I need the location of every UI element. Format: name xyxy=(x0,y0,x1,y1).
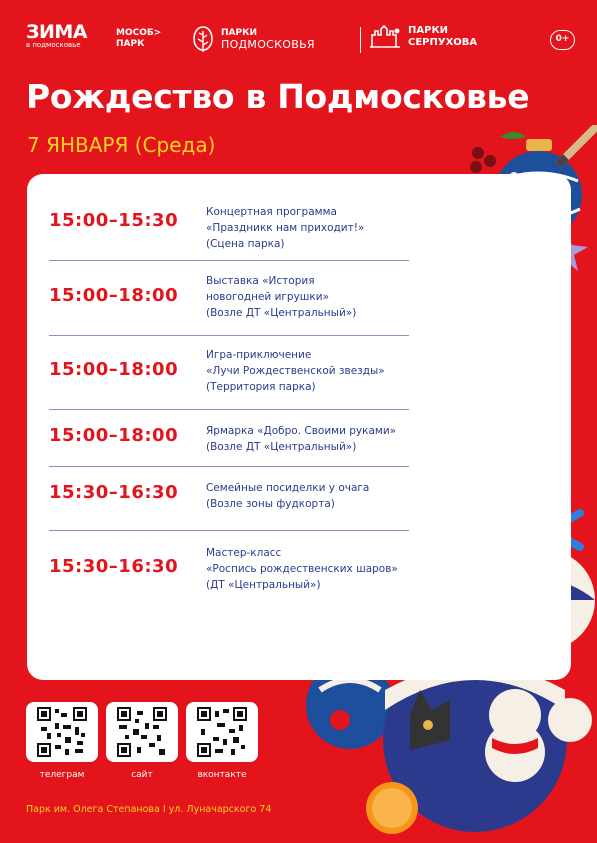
logo-parki-line1: ПАРКИ xyxy=(221,27,257,38)
logo-zima-title: ЗИМА xyxy=(26,21,88,43)
schedule-line2: «Роспись рождественских шаров» xyxy=(206,563,398,575)
schedule-description xyxy=(206,423,436,455)
logo-parki-serpukhova xyxy=(370,25,477,49)
schedule-time: 15:00–18:00 xyxy=(49,359,179,380)
schedule-line2: «Лучи Рождественской звезды» xyxy=(206,365,385,377)
logo-mosobpark xyxy=(116,28,161,50)
address: Парк им. Олега Степанова I ул. Луначарского 74 xyxy=(26,804,272,815)
header xyxy=(26,21,575,58)
schedule-title: Концертная программа xyxy=(206,206,337,218)
schedule-time: 15:30–16:30 xyxy=(49,556,179,577)
schedule-place: (Возле ДТ «Центральный») xyxy=(206,307,357,319)
schedule-title: Игра-приключение xyxy=(206,349,312,361)
schedule-divider xyxy=(49,260,409,261)
schedule-divider xyxy=(49,335,409,336)
schedule-description xyxy=(206,204,436,252)
logo-zima-subtitle: в подмосковье xyxy=(26,41,81,49)
schedule-place: (ДТ «Центральный») xyxy=(206,579,321,591)
logo-divider xyxy=(360,27,361,53)
logo-parki-podmoskovya xyxy=(191,24,315,54)
schedule-line2: «Праздникк нам приходит!» xyxy=(206,222,365,234)
schedule-title: Мастер-класс xyxy=(206,547,282,559)
qr-label: сайт xyxy=(131,770,153,780)
schedule-description xyxy=(206,347,436,395)
schedule-divider xyxy=(49,466,409,467)
schedule-time: 15:30–16:30 xyxy=(49,482,179,503)
logo-serp-line2: СЕРПУХОВА xyxy=(408,37,478,48)
logo-serp-line1: ПАРКИ xyxy=(408,25,448,36)
qr-telegram[interactable] xyxy=(26,702,98,780)
page-title: Рождество в Подмосковье xyxy=(26,77,530,116)
event-date: 7 ЯНВАРЯ (Среда) xyxy=(27,133,216,157)
schedule-divider xyxy=(49,530,409,531)
logo-mosob-line1: МОСОБ> xyxy=(116,28,162,38)
schedule-title: Семейные посиделки у очага xyxy=(206,482,370,494)
schedule-line2: (Возле зоны фудкорта) xyxy=(206,498,335,510)
castle-icon xyxy=(370,25,402,49)
qr-codes xyxy=(26,702,266,780)
schedule-time: 15:00–18:00 xyxy=(49,425,179,446)
qr-label: вконтакте xyxy=(197,770,247,780)
qr-site[interactable] xyxy=(106,702,178,780)
qr-code-icon[interactable] xyxy=(106,702,178,762)
qr-label: телеграм xyxy=(39,770,85,780)
logo-mosob-line2: ПАРК xyxy=(116,39,145,49)
qr-vkontakte[interactable] xyxy=(186,702,258,780)
schedule-divider xyxy=(49,409,409,410)
schedule-line2: (Возле ДТ «Центральный») xyxy=(206,441,357,453)
schedule-time: 15:00–15:30 xyxy=(49,210,179,231)
schedule-line2: новогодней игрушки» xyxy=(206,291,330,303)
schedule-time: 15:00–18:00 xyxy=(49,285,179,306)
age-rating-badge: 0+ xyxy=(550,30,575,50)
schedule-card xyxy=(27,174,571,680)
schedule-place: (Сцена парка) xyxy=(206,238,285,250)
schedule-title: Ярмарка «Добро. Своими руками» xyxy=(206,425,397,437)
qr-code-icon[interactable] xyxy=(26,702,98,762)
schedule-description xyxy=(206,273,436,321)
schedule-description xyxy=(206,545,436,593)
logo-parki-line2: ПОДМОСКОВЬЯ xyxy=(221,37,315,51)
qr-code-icon[interactable] xyxy=(186,702,258,762)
schedule-description xyxy=(206,480,436,512)
tree-icon xyxy=(191,25,215,53)
logo-zima xyxy=(26,21,88,50)
schedule-title: Выставка «История xyxy=(206,275,315,287)
schedule-place: (Территория парка) xyxy=(206,381,316,393)
